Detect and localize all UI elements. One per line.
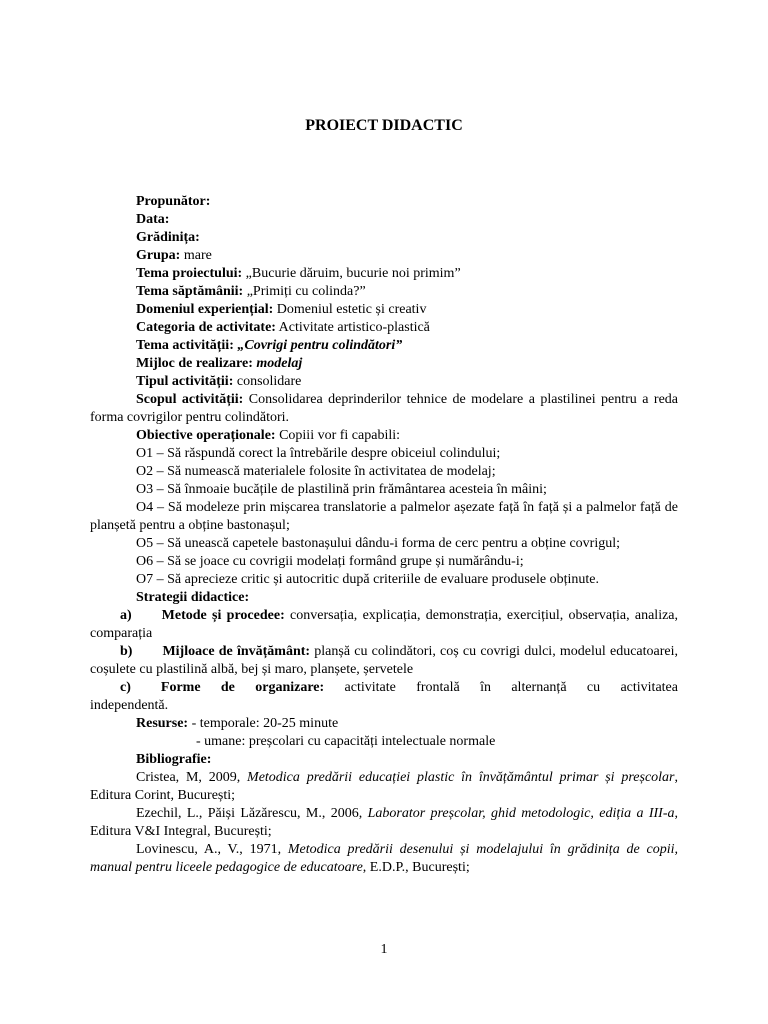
strategie-c [90,679,678,715]
field-label: Tema proiectului: [136,266,243,281]
bib-author: Ezechil, L., Păiși Lăzărescu, M., 2006, [136,806,368,821]
field-value: Activitate artistico-plastică [275,320,430,335]
field-tema-proiectului [90,265,678,283]
list-letter: a) [120,608,132,623]
field-value: - temporale: 20-25 minute [188,716,339,731]
field-data [90,211,678,229]
objective-item: O2 – Să numească materialele folosite în activitatea de modelaj; [136,464,496,479]
field-categoria [90,319,678,337]
objective-item: O1 – Să răspundă corect la întrebările despre obiceiul colindului; [136,446,501,461]
field-label: Grădinița: [136,230,200,245]
objective-item: O5 – Să unească capetele bastonașului dându-i forma de cerc pentru a obține covrigul; [136,536,620,551]
field-label: Grupa: [136,248,181,263]
field-label: Mijloc de realizare: [136,356,253,371]
field-label: Forme de organizare: [160,680,325,695]
strategie-a [90,607,678,643]
resurse-line [90,715,678,733]
objective-item: O6 – Să se joace cu covrigii modelați formând grupe și numărându-i; [136,554,524,569]
field-value: mare [180,248,212,263]
bib-title: Metodica predării educației plastic în învățământul primar și preșcolar [247,770,675,785]
field-label: Metode și procedee: [161,608,285,623]
field-label: Tipul activității: [136,374,234,389]
strategii-heading [90,589,678,607]
field-label: Categoria de activitate: [136,320,276,335]
field-value: Consolidarea deprinderilor tehnice de modelare a plastilinei pentru a reda forma covrigilor pentru colindători. [90,392,678,425]
bib-title: Metodica predării desenului și modelajului în grădinița de copii, manual pentru liceele pedagogice de educatoare [90,842,678,875]
field-value: Domeniul estetic și creativ [273,302,427,317]
field-scopul [90,391,678,427]
field-value: modelaj [252,356,303,371]
field-label: Mijloace de învățământ: [162,644,311,659]
field-value: conversația, explicația, demonstrația, exercițiul, observația, analiza, comparația [90,608,679,641]
objective-item: O7 – Să aprecieze critic și autocritic după criteriile de evaluare produsele obținute. [136,572,599,587]
bib-author: Cristea, M, 2009, [136,770,248,785]
field-tipul [90,373,678,391]
list-letter: b) [120,644,133,659]
field-tema-saptamanii [90,283,678,301]
bib-publisher: , E.D.P., București; [362,860,470,875]
field-label: Resurse: [136,716,189,731]
section-label: Strategii didactice: [136,590,250,605]
objective-item: O4 – Să modeleze prin mișcarea translatorie a palmelor așezate față în față și a palmelor față de planșetă pentru a obține bastonașul; [90,500,678,533]
field-value: Copiii vor fi capabili: [275,428,400,443]
field-grupa [90,247,678,265]
field-propunator [90,193,678,211]
field-label: Domeniul experiențial: [136,302,274,317]
field-gradinita [90,229,678,247]
bib-title: Laborator preșcolar, ghid metodologic, ediția a III-a [367,806,675,821]
bibliography-entry [90,769,678,805]
page-number: 1 [380,942,388,957]
resurse-umane: - umane: preșcolari cu capacități intelectuale normale [196,734,496,749]
document-body [90,193,678,877]
bib-publisher: , Editura Corint, București; [90,770,679,803]
field-label: Tema săptămânii: [136,284,244,299]
document-title: PROIECT DIDACTIC [305,117,463,134]
field-value: activitate frontală în alternanță cu activitatea independentă. [90,680,678,713]
field-label: Propunător: [136,194,211,209]
bibliography-entry [90,805,678,841]
strategie-b [90,643,678,679]
field-domeniul [90,301,678,319]
bib-author: Lovinescu, A., V., 1971, [136,842,288,857]
field-mijloc [90,355,678,373]
bibliografie-heading [90,751,678,769]
field-tema-activitatii [90,337,678,355]
field-label: Data: [136,212,170,227]
objective-item: O3 – Să înmoaie bucățile de plastilină prin frământarea acesteia în mâini; [136,482,547,497]
bib-publisher: , Editura V&I Integral, București; [90,806,679,839]
field-value: consolidare [233,374,302,389]
field-value: „Primiți cu colinda?” [243,284,366,299]
section-label: Bibliografie: [136,752,212,767]
field-value: planșă cu colindători, coș cu covrigi dulci, modelul educatoarei, coșulete cu plastilină albă, bej și maro, planșete, șervetele [90,644,679,677]
field-value: „Covrigi pentru colindători” [233,338,403,353]
field-label: Tema activității: [136,338,234,353]
field-label: Scopul activității: [136,392,244,407]
field-label: Obiective operaționale: [136,428,276,443]
field-value: „Bucurie dăruim, bucurie noi primim” [242,266,461,281]
bibliography-entry [90,841,678,877]
field-obiective [90,427,678,445]
list-letter: c) [120,680,131,695]
